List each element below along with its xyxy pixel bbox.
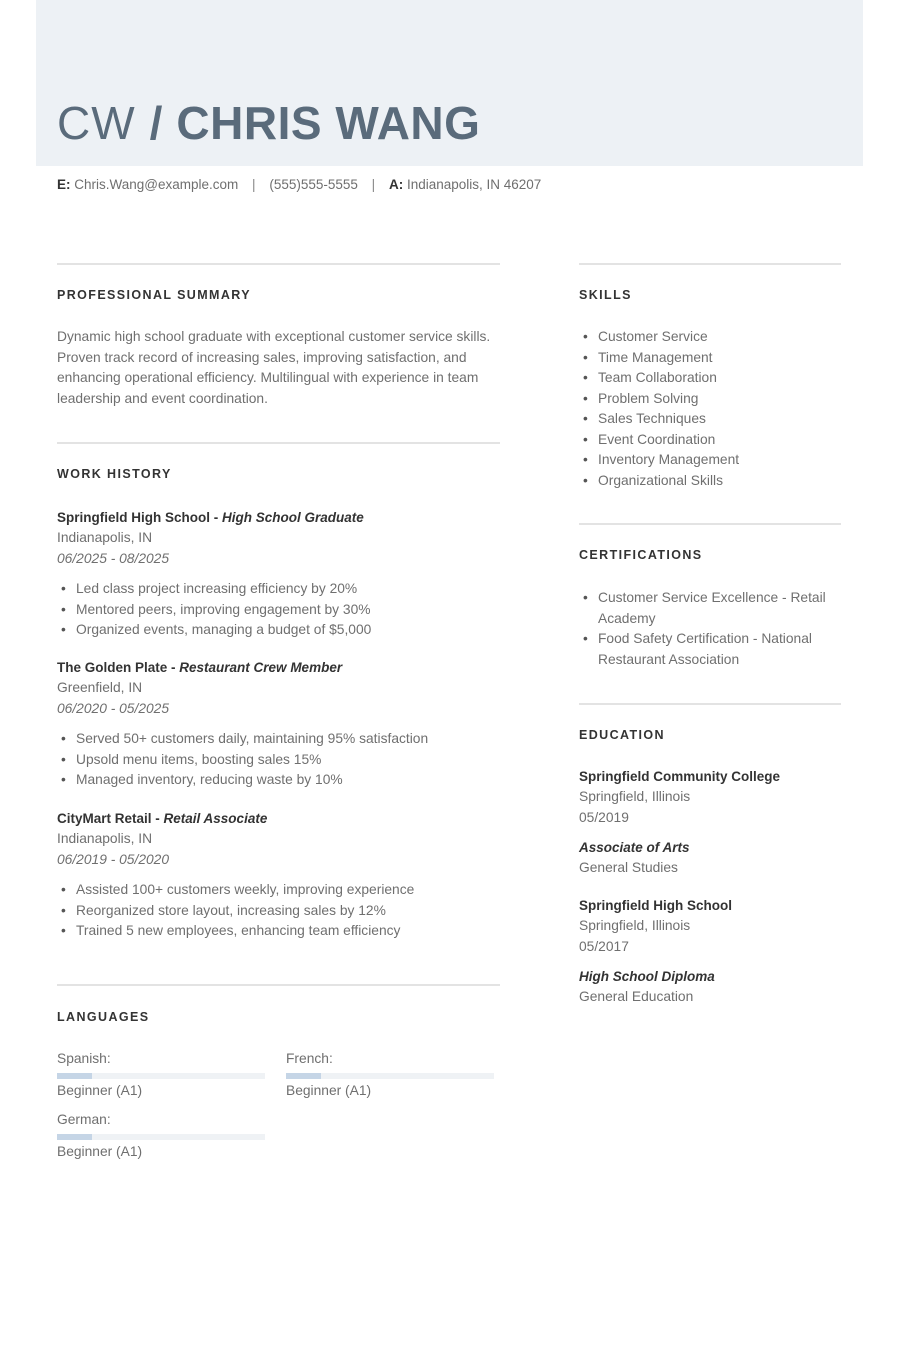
job-location: Indianapolis, IN [57, 530, 153, 545]
education-entry [579, 767, 849, 879]
education-school: Springfield High School [579, 898, 732, 913]
language-proficiency-fill [57, 1134, 92, 1140]
job-header [57, 809, 497, 829]
section-divider [579, 263, 841, 265]
job-bullet: • Managed inventory, reducing waste by 10% [57, 770, 497, 791]
job-bullet: • Led class project increasing efficiency by 20% [57, 579, 497, 600]
language-proficiency-bar [286, 1073, 494, 1079]
education-field: General Education [579, 989, 694, 1004]
language-item [57, 1049, 265, 1101]
languages-heading: LANGUAGES [57, 1010, 150, 1024]
job-bullets [57, 880, 497, 942]
certifications-list [579, 588, 837, 670]
job-bullet: • Trained 5 new employees, enhancing team efficiency [57, 921, 497, 942]
job-bullets [57, 579, 497, 641]
skill-item: • Customer Service [579, 327, 841, 348]
section-divider [579, 703, 841, 705]
skill-item: • Time Management [579, 348, 841, 369]
education-date: 05/2019 [579, 809, 629, 825]
job-bullet: • Upsold menu items, boosting sales 15% [57, 750, 497, 771]
language-level: Beginner (A1) [57, 1144, 143, 1159]
email-label: E: [57, 177, 71, 192]
skill-item: • Problem Solving [579, 389, 841, 410]
language-proficiency-fill [57, 1073, 92, 1079]
job-header [57, 658, 497, 678]
job-dash: - [167, 660, 180, 675]
job-entry [57, 508, 497, 641]
language-name: German: [57, 1112, 111, 1127]
section-divider [57, 984, 500, 986]
job-role: Retail Associate [163, 811, 268, 826]
language-level: Beginner (A1) [57, 1083, 143, 1098]
job-role: High School Graduate [222, 510, 364, 525]
job-bullet: • Reorganized store layout, increasing sales by 12% [57, 901, 497, 922]
address-value: Indianapolis, IN 46207 [406, 177, 542, 192]
education-entry [579, 896, 849, 1008]
language-proficiency-fill [286, 1073, 321, 1079]
job-header [57, 508, 497, 528]
education-school: Springfield Community College [579, 769, 781, 784]
job-dates: 06/2020 - 05/2025 [57, 700, 170, 716]
contact-divider: | [371, 177, 376, 192]
job-company: Springfield High School [57, 510, 210, 525]
job-dates: 06/2025 - 08/2025 [57, 550, 170, 566]
summary-text: Dynamic high school graduate with exceptional customer service skills. Proven track record of increasing sales, improving satisfaction, and enhancing operational efficiency. Multilingual with experience in team leadership and event coordination. [57, 329, 491, 406]
education-degree: High School Diploma [579, 969, 715, 984]
full-name: CHRIS WANG [176, 97, 481, 149]
education-degree: Associate of Arts [579, 840, 690, 855]
resume-name [57, 92, 480, 154]
skill-item: • Organizational Skills [579, 471, 841, 492]
section-divider [57, 263, 500, 265]
job-bullet: • Mentored peers, improving engagement by 30% [57, 600, 497, 621]
skills-heading: SKILLS [579, 288, 632, 302]
education-location: Springfield, Illinois [579, 789, 691, 804]
job-dash: - [210, 510, 222, 525]
section-divider [579, 523, 841, 525]
education-date: 05/2017 [579, 938, 629, 954]
section-divider [57, 442, 500, 444]
address-label: A: [388, 177, 404, 192]
job-entry [57, 658, 497, 791]
skills-list [579, 327, 841, 491]
email-value: Chris.Wang@example.com [74, 177, 239, 192]
job-bullet: • Assisted 100+ customers weekly, improving experience [57, 880, 497, 901]
job-bullet: • Served 50+ customers daily, maintaining 95% satisfaction [57, 729, 497, 750]
skill-item: • Inventory Management [579, 450, 841, 471]
summary-heading: PROFESSIONAL SUMMARY [57, 288, 251, 302]
phone-value: (555)555-5555 [269, 177, 358, 192]
job-entry [57, 809, 497, 942]
language-item [286, 1049, 494, 1101]
language-name: French: [286, 1051, 333, 1066]
job-bullets [57, 729, 497, 791]
job-dates: 06/2019 - 05/2020 [57, 851, 170, 867]
contact-line [57, 176, 541, 194]
language-item [57, 1110, 265, 1162]
job-location: Indianapolis, IN [57, 831, 153, 846]
name-separator: / [149, 97, 163, 149]
skill-item: • Event Coordination [579, 430, 841, 451]
language-proficiency-bar [57, 1073, 265, 1079]
job-bullet: • Organized events, managing a budget of $5,000 [57, 620, 497, 641]
job-role: Restaurant Crew Member [179, 660, 343, 675]
job-company: The Golden Plate [57, 660, 168, 675]
contact-divider: | [252, 177, 256, 192]
language-proficiency-bar [57, 1134, 265, 1140]
certification-item: • Customer Service Excellence - Retail Academy [579, 588, 837, 629]
education-heading: EDUCATION [579, 728, 665, 742]
job-company: CityMart Retail [57, 811, 152, 826]
job-dash: - [151, 811, 164, 826]
skill-item: • Sales Techniques [579, 409, 841, 430]
job-location: Greenfield, IN [57, 680, 143, 695]
language-level: Beginner (A1) [286, 1083, 372, 1098]
work-history-heading: WORK HISTORY [57, 467, 172, 481]
education-field: General Studies [579, 860, 678, 875]
skill-item: • Team Collaboration [579, 368, 841, 389]
education-location: Springfield, Illinois [579, 918, 691, 933]
certifications-heading: CERTIFICATIONS [579, 548, 703, 562]
language-name: Spanish: [57, 1051, 111, 1066]
name-initials: CW [57, 97, 136, 149]
certification-item: • Food Safety Certification - National Restaurant Association [579, 629, 837, 670]
